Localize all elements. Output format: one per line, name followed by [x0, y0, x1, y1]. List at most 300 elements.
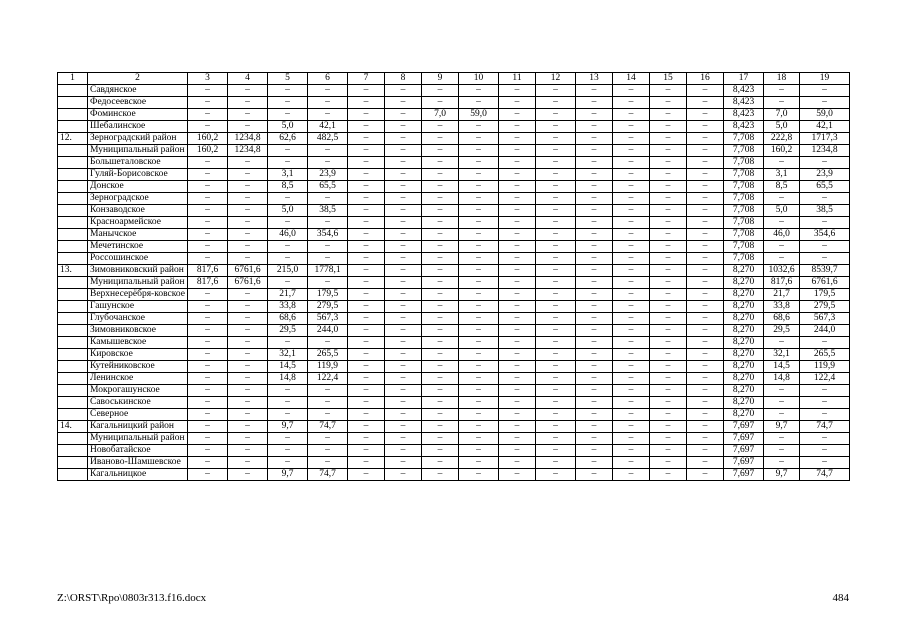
- table-cell: –: [687, 133, 724, 145]
- table-cell: 8,270: [724, 409, 764, 421]
- row-name: Мечетинское: [88, 241, 188, 253]
- table-cell: –: [650, 469, 687, 481]
- table-cell: –: [308, 217, 348, 229]
- table-cell: –: [422, 277, 459, 289]
- table-cell: –: [536, 421, 576, 433]
- table-cell: –: [536, 217, 576, 229]
- table-cell: 9,7: [268, 421, 308, 433]
- table-cell: 8,270: [724, 361, 764, 373]
- table-cell: –: [348, 109, 385, 121]
- table-cell: 160,2: [188, 145, 228, 157]
- table-cell: –: [228, 97, 268, 109]
- table-cell: –: [268, 277, 308, 289]
- table-cell: –: [576, 169, 613, 181]
- table-cell: –: [228, 181, 268, 193]
- table-cell: –: [308, 241, 348, 253]
- table-cell: –: [459, 289, 499, 301]
- table-cell: –: [536, 121, 576, 133]
- table-cell: 8,270: [724, 337, 764, 349]
- table-cell: 8539,7: [800, 265, 850, 277]
- table-cell: 1032,6: [764, 265, 800, 277]
- table-cell: 74,7: [800, 421, 850, 433]
- row-number: [58, 157, 88, 169]
- table-cell: 8,270: [724, 289, 764, 301]
- table-cell: –: [536, 301, 576, 313]
- row-name: Россошинское: [88, 253, 188, 265]
- column-header: 18: [764, 73, 800, 85]
- table-cell: 8,270: [724, 313, 764, 325]
- table-cell: –: [536, 157, 576, 169]
- table-cell: 6761,6: [228, 265, 268, 277]
- table-cell: –: [536, 469, 576, 481]
- table-cell: –: [764, 157, 800, 169]
- table-cell: –: [536, 397, 576, 409]
- row-name: Кутейниковское: [88, 361, 188, 373]
- table-cell: –: [348, 385, 385, 397]
- table-cell: –: [308, 397, 348, 409]
- table-cell: –: [613, 157, 650, 169]
- table-cell: –: [650, 145, 687, 157]
- table-cell: –: [268, 109, 308, 121]
- table-row: [58, 349, 850, 361]
- table-cell: –: [576, 409, 613, 421]
- table-cell: –: [499, 469, 536, 481]
- table-cell: –: [687, 241, 724, 253]
- table-cell: –: [459, 385, 499, 397]
- table-cell: 46,0: [764, 229, 800, 241]
- table-row: [58, 205, 850, 217]
- table-cell: –: [228, 157, 268, 169]
- table-cell: –: [576, 361, 613, 373]
- column-header: 17: [724, 73, 764, 85]
- table-cell: 9,7: [764, 421, 800, 433]
- table-cell: –: [764, 433, 800, 445]
- table-cell: –: [576, 445, 613, 457]
- table-cell: –: [459, 97, 499, 109]
- table-cell: 5,0: [764, 121, 800, 133]
- table-cell: –: [348, 145, 385, 157]
- table-cell: –: [576, 289, 613, 301]
- table-cell: 74,7: [308, 421, 348, 433]
- table-cell: –: [800, 397, 850, 409]
- table-cell: –: [576, 145, 613, 157]
- table-cell: –: [459, 373, 499, 385]
- table-cell: –: [422, 181, 459, 193]
- table-cell: –: [687, 169, 724, 181]
- table-cell: –: [650, 205, 687, 217]
- row-number: [58, 325, 88, 337]
- table-cell: –: [536, 97, 576, 109]
- table-cell: –: [576, 277, 613, 289]
- table-cell: 160,2: [188, 133, 228, 145]
- table-cell: –: [348, 193, 385, 205]
- table-cell: –: [385, 385, 422, 397]
- column-header: 7: [348, 73, 385, 85]
- table-cell: –: [800, 217, 850, 229]
- table-cell: –: [228, 337, 268, 349]
- row-number: [58, 205, 88, 217]
- table-cell: –: [385, 457, 422, 469]
- table-cell: –: [764, 337, 800, 349]
- table-cell: –: [422, 301, 459, 313]
- table-cell: –: [348, 169, 385, 181]
- table-cell: –: [268, 253, 308, 265]
- table-cell: –: [459, 133, 499, 145]
- table-cell: –: [268, 409, 308, 421]
- table-cell: –: [228, 361, 268, 373]
- table-cell: 5,0: [268, 121, 308, 133]
- table-cell: 482,5: [308, 133, 348, 145]
- table-cell: –: [188, 157, 228, 169]
- table-cell: –: [308, 157, 348, 169]
- table-cell: –: [228, 457, 268, 469]
- table-cell: –: [385, 85, 422, 97]
- column-header: 16: [687, 73, 724, 85]
- table-cell: –: [650, 181, 687, 193]
- table-cell: 8,5: [268, 181, 308, 193]
- table-row: [58, 193, 850, 205]
- table-cell: –: [228, 253, 268, 265]
- table-cell: –: [499, 289, 536, 301]
- table-cell: 42,1: [308, 121, 348, 133]
- table-cell: –: [422, 313, 459, 325]
- row-name: Зерноградское: [88, 193, 188, 205]
- table-cell: –: [188, 337, 228, 349]
- row-number: [58, 277, 88, 289]
- table-cell: –: [536, 169, 576, 181]
- table-cell: –: [228, 421, 268, 433]
- table-cell: –: [348, 421, 385, 433]
- table-cell: –: [268, 217, 308, 229]
- table-cell: 817,6: [188, 277, 228, 289]
- table-cell: –: [348, 301, 385, 313]
- table-cell: –: [268, 97, 308, 109]
- row-name: Глубочанское: [88, 313, 188, 325]
- table-cell: –: [613, 409, 650, 421]
- table-cell: –: [348, 121, 385, 133]
- table-cell: –: [348, 469, 385, 481]
- table-cell: –: [613, 85, 650, 97]
- table-cell: –: [613, 181, 650, 193]
- table-cell: –: [348, 97, 385, 109]
- row-name: Гашунское: [88, 301, 188, 313]
- table-cell: –: [536, 289, 576, 301]
- table-cell: 65,5: [800, 181, 850, 193]
- table-cell: –: [188, 397, 228, 409]
- table-cell: –: [422, 205, 459, 217]
- table-cell: 8,423: [724, 109, 764, 121]
- row-name: Донское: [88, 181, 188, 193]
- table-cell: –: [188, 445, 228, 457]
- table-cell: –: [188, 421, 228, 433]
- table-cell: –: [576, 181, 613, 193]
- table-cell: –: [268, 397, 308, 409]
- table-cell: 244,0: [308, 325, 348, 337]
- table-cell: –: [576, 421, 613, 433]
- header-row: [58, 73, 850, 85]
- table-cell: –: [499, 277, 536, 289]
- table-cell: –: [385, 241, 422, 253]
- table-cell: –: [687, 469, 724, 481]
- table-row: [58, 445, 850, 457]
- column-header: 14: [613, 73, 650, 85]
- table-cell: –: [536, 205, 576, 217]
- table-cell: –: [576, 253, 613, 265]
- table-cell: 38,5: [800, 205, 850, 217]
- table-cell: –: [268, 445, 308, 457]
- table-cell: –: [188, 121, 228, 133]
- table-cell: –: [268, 193, 308, 205]
- table-cell: –: [228, 85, 268, 97]
- table-cell: 7,0: [422, 109, 459, 121]
- table-cell: –: [422, 385, 459, 397]
- table-row: [58, 337, 850, 349]
- table-cell: –: [687, 397, 724, 409]
- table-row: [58, 229, 850, 241]
- table-cell: 42,1: [800, 121, 850, 133]
- table-cell: –: [459, 193, 499, 205]
- table-cell: 119,9: [800, 361, 850, 373]
- table-cell: 354,6: [308, 229, 348, 241]
- table-cell: –: [308, 97, 348, 109]
- file-path: Z:\ORST\Rpo\0803r313.f16.docx: [57, 592, 207, 604]
- table-row: [58, 469, 850, 481]
- table-cell: –: [385, 145, 422, 157]
- row-number: [58, 385, 88, 397]
- table-cell: 62,6: [268, 133, 308, 145]
- table-cell: –: [228, 289, 268, 301]
- table-cell: 244,0: [800, 325, 850, 337]
- table-cell: –: [650, 229, 687, 241]
- table-cell: –: [800, 457, 850, 469]
- table-cell: –: [499, 385, 536, 397]
- table-cell: –: [613, 301, 650, 313]
- table-row: [58, 325, 850, 337]
- table-cell: –: [650, 349, 687, 361]
- table-cell: –: [613, 373, 650, 385]
- table-cell: 265,5: [308, 349, 348, 361]
- table-cell: –: [613, 133, 650, 145]
- table-cell: –: [536, 277, 576, 289]
- column-header: 15: [650, 73, 687, 85]
- table-cell: –: [536, 109, 576, 121]
- row-name: Северное: [88, 409, 188, 421]
- table-cell: 8,270: [724, 301, 764, 313]
- table-cell: 7,708: [724, 181, 764, 193]
- row-name: Кировское: [88, 349, 188, 361]
- table-cell: –: [385, 409, 422, 421]
- table-cell: –: [228, 217, 268, 229]
- table-cell: –: [422, 169, 459, 181]
- table-row: [58, 277, 850, 289]
- table-cell: –: [800, 253, 850, 265]
- table-cell: –: [687, 157, 724, 169]
- table-cell: –: [800, 445, 850, 457]
- table-cell: –: [499, 253, 536, 265]
- table-row: [58, 217, 850, 229]
- row-name: Иваново-Шамшевское: [88, 457, 188, 469]
- table-row: [58, 157, 850, 169]
- table-cell: 9,7: [268, 469, 308, 481]
- row-number: [58, 469, 88, 481]
- table-cell: –: [188, 217, 228, 229]
- table-cell: –: [613, 361, 650, 373]
- table-cell: –: [422, 445, 459, 457]
- row-name: Верхнесерёбря-ковское: [88, 289, 188, 301]
- table-cell: 59,0: [459, 109, 499, 121]
- table-cell: –: [459, 409, 499, 421]
- table-cell: –: [459, 145, 499, 157]
- table-cell: 567,3: [800, 313, 850, 325]
- table-cell: –: [613, 433, 650, 445]
- table-cell: –: [385, 289, 422, 301]
- table-cell: –: [385, 157, 422, 169]
- table-cell: –: [422, 85, 459, 97]
- table-cell: 817,6: [188, 265, 228, 277]
- table-cell: –: [228, 385, 268, 397]
- row-number: [58, 145, 88, 157]
- table-cell: –: [422, 253, 459, 265]
- table-cell: –: [687, 205, 724, 217]
- row-number: [58, 445, 88, 457]
- column-header: 10: [459, 73, 499, 85]
- table-cell: 354,6: [800, 229, 850, 241]
- table-cell: 74,7: [800, 469, 850, 481]
- table-row: [58, 409, 850, 421]
- row-name: Мокрогашунское: [88, 385, 188, 397]
- table-cell: –: [348, 349, 385, 361]
- row-name: Шебалинское: [88, 121, 188, 133]
- table-cell: –: [228, 241, 268, 253]
- table-cell: –: [228, 433, 268, 445]
- table-cell: –: [499, 169, 536, 181]
- table-cell: –: [422, 289, 459, 301]
- table-cell: 1717,3: [800, 133, 850, 145]
- table-cell: –: [613, 313, 650, 325]
- table-cell: –: [650, 133, 687, 145]
- table-cell: –: [459, 277, 499, 289]
- table-cell: –: [764, 253, 800, 265]
- table-cell: 7,708: [724, 229, 764, 241]
- table-cell: –: [499, 181, 536, 193]
- table-cell: –: [800, 337, 850, 349]
- row-number: [58, 397, 88, 409]
- table-cell: –: [499, 397, 536, 409]
- table-cell: –: [650, 157, 687, 169]
- table-cell: –: [228, 325, 268, 337]
- table-cell: –: [764, 457, 800, 469]
- row-number: [58, 253, 88, 265]
- table-cell: –: [650, 193, 687, 205]
- table-cell: 179,5: [800, 289, 850, 301]
- table-cell: –: [576, 373, 613, 385]
- table-cell: –: [613, 229, 650, 241]
- table-row: [58, 85, 850, 97]
- table-cell: –: [650, 169, 687, 181]
- row-number: [58, 433, 88, 445]
- table-cell: –: [499, 421, 536, 433]
- table-cell: –: [499, 193, 536, 205]
- table-cell: –: [764, 397, 800, 409]
- table-cell: –: [800, 385, 850, 397]
- table-cell: –: [385, 205, 422, 217]
- row-number: [58, 217, 88, 229]
- table-cell: –: [613, 145, 650, 157]
- table-row: [58, 241, 850, 253]
- table-cell: –: [308, 85, 348, 97]
- table-cell: –: [650, 397, 687, 409]
- table-cell: –: [385, 253, 422, 265]
- column-header: 5: [268, 73, 308, 85]
- table-cell: –: [308, 193, 348, 205]
- table-cell: –: [613, 397, 650, 409]
- table-cell: –: [348, 325, 385, 337]
- table-cell: 122,4: [800, 373, 850, 385]
- table-cell: –: [613, 217, 650, 229]
- table-cell: 817,6: [764, 277, 800, 289]
- table-cell: –: [268, 433, 308, 445]
- row-name: Муниципальный район: [88, 277, 188, 289]
- table-cell: –: [650, 421, 687, 433]
- table-cell: –: [348, 253, 385, 265]
- table-cell: –: [228, 301, 268, 313]
- table-cell: –: [687, 253, 724, 265]
- table-cell: –: [687, 337, 724, 349]
- table-cell: –: [613, 325, 650, 337]
- table-cell: –: [459, 121, 499, 133]
- table-cell: –: [228, 121, 268, 133]
- table-cell: –: [613, 337, 650, 349]
- table-cell: –: [348, 229, 385, 241]
- table-cell: –: [308, 253, 348, 265]
- table-cell: –: [422, 157, 459, 169]
- table-cell: –: [308, 277, 348, 289]
- row-name: Новобатайское: [88, 445, 188, 457]
- table-cell: –: [188, 325, 228, 337]
- table-cell: –: [536, 409, 576, 421]
- table-cell: 7,697: [724, 457, 764, 469]
- table-cell: –: [188, 385, 228, 397]
- table-cell: –: [687, 421, 724, 433]
- table-cell: –: [576, 157, 613, 169]
- table-cell: –: [499, 313, 536, 325]
- row-number: [58, 229, 88, 241]
- table-cell: 8,270: [724, 385, 764, 397]
- table-cell: –: [228, 205, 268, 217]
- column-header: 8: [385, 73, 422, 85]
- table-cell: –: [348, 397, 385, 409]
- row-number: [58, 169, 88, 181]
- table-cell: –: [348, 457, 385, 469]
- column-header: 12: [536, 73, 576, 85]
- table-cell: –: [188, 205, 228, 217]
- table-cell: –: [188, 469, 228, 481]
- table-cell: –: [459, 313, 499, 325]
- table-cell: –: [422, 241, 459, 253]
- table-cell: –: [650, 385, 687, 397]
- table-cell: 7,708: [724, 217, 764, 229]
- table-cell: –: [576, 109, 613, 121]
- table-cell: 38,5: [308, 205, 348, 217]
- table-cell: –: [536, 373, 576, 385]
- table-cell: –: [764, 193, 800, 205]
- row-name: Федосеевское: [88, 97, 188, 109]
- table-cell: 8,270: [724, 397, 764, 409]
- table-cell: –: [499, 217, 536, 229]
- table-cell: –: [385, 433, 422, 445]
- table-cell: –: [687, 121, 724, 133]
- row-name: Муниципальный район: [88, 145, 188, 157]
